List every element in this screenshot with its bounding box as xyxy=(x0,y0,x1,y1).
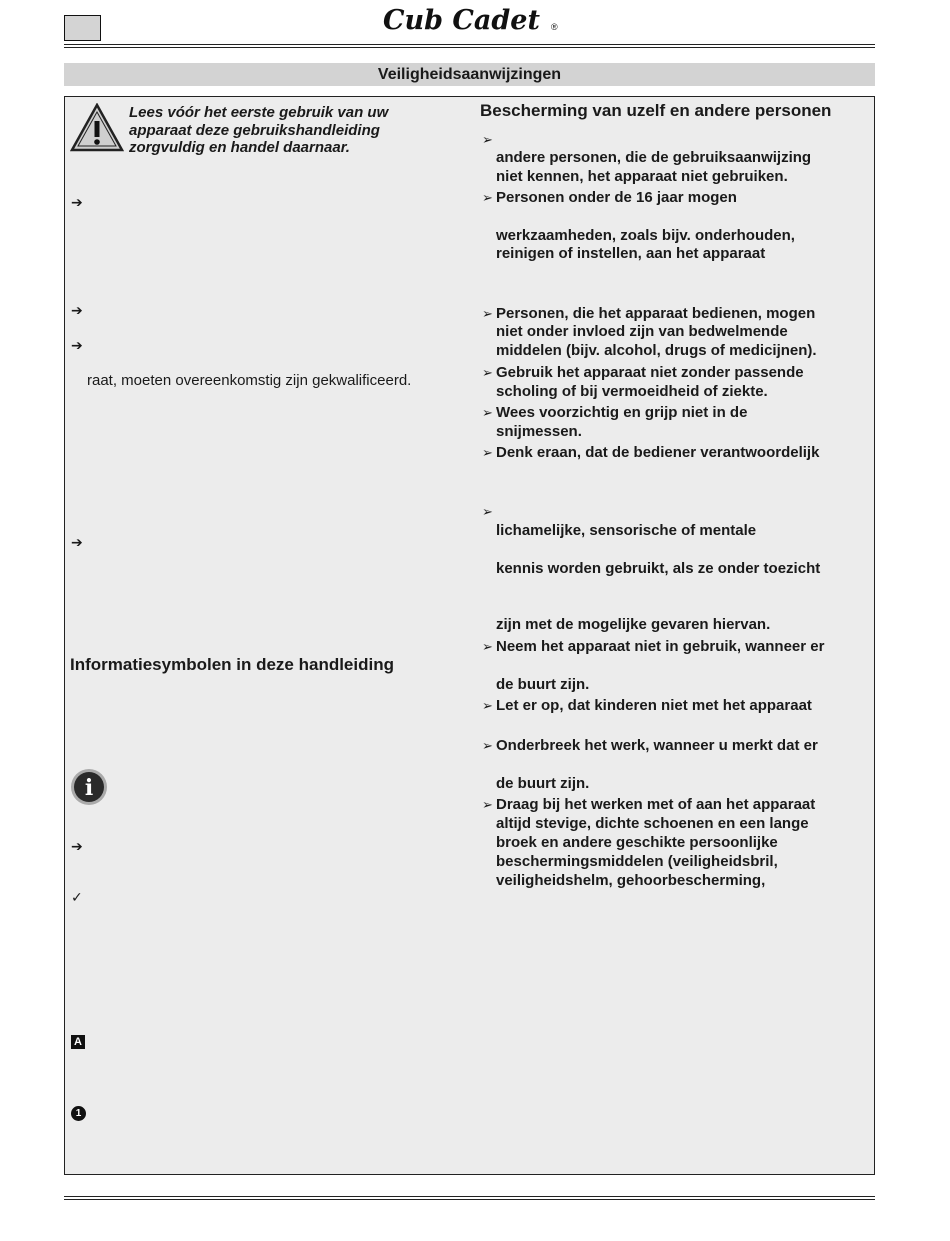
protection-heading: Bescherming van uzelf en andere personen xyxy=(480,101,832,120)
svg-text:Cub Cadet: Cub Cadet xyxy=(383,5,540,36)
protection-line: kennis worden gebruikt, als ze onder toezicht xyxy=(496,560,821,577)
protection-line: Personen, die het apparaat bedienen, mogen xyxy=(496,305,816,322)
warning-text-line: Lees vóór het eerste gebruik van uw xyxy=(129,104,389,121)
svg-text:®: ® xyxy=(551,22,558,32)
protection-line: scholing of bij vermoeidheid of ziekte. xyxy=(496,383,768,400)
footer-rule-bottom xyxy=(64,1199,875,1200)
cub-cadet-logo xyxy=(383,2,563,38)
arrow-icon: ➔ xyxy=(71,337,83,353)
bullet-icon: ➢ xyxy=(482,306,493,321)
qualified-text: raat, moeten overeenkomstig zijn gekwalificeerd. xyxy=(87,372,412,389)
footer-rule-top xyxy=(64,1196,875,1197)
warning-text-line: apparaat deze gebruikshandleiding xyxy=(129,122,380,139)
bullet-icon: ➢ xyxy=(482,797,493,812)
arrow-icon: ➔ xyxy=(71,302,83,318)
info-symbols-heading: Informatiesymbolen in deze handleiding xyxy=(70,655,394,674)
protection-line: broek en andere geschikte persoonlijke xyxy=(496,834,778,851)
section-title: Veiligheidsaanwijzingen xyxy=(64,63,875,86)
protection-line: Onderbreek het werk, wanneer u merkt dat er xyxy=(496,737,818,754)
protection-line: niet kennen, het apparaat niet gebruiken. xyxy=(496,168,788,185)
bullet-icon: ➢ xyxy=(482,639,493,654)
bullet-icon: ➢ xyxy=(482,405,493,420)
protection-line: Let er op, dat kinderen niet met het apparaat xyxy=(496,697,812,714)
protection-line: veiligheidshelm, gehoorbescherming, xyxy=(496,872,766,889)
header-rule-top xyxy=(64,44,875,45)
protection-line: werkzaamheden, zoals bijv. onderhouden, xyxy=(496,227,795,244)
protection-line: altijd stevige, dichte schoenen en een lange xyxy=(496,815,809,832)
check-icon: ✓ xyxy=(71,889,83,905)
bullet-icon: ➢ xyxy=(482,698,493,713)
header-rule-bottom xyxy=(64,47,875,48)
figure-letter-badge: A xyxy=(71,1035,85,1049)
protection-line: beschermingsmiddelen (veiligheidsbril, xyxy=(496,853,778,870)
protection-line: Personen onder de 16 jaar mogen xyxy=(496,189,737,206)
figure-number-badge: 1 xyxy=(71,1106,86,1121)
arrow-icon: ➔ xyxy=(71,838,83,854)
arrow-icon: ➔ xyxy=(71,534,83,550)
arrow-icon: ➔ xyxy=(71,194,83,210)
bullet-icon: ➢ xyxy=(482,365,493,380)
protection-line: lichamelijke, sensorische of mentale xyxy=(496,522,757,539)
bullet-icon: ➢ xyxy=(482,504,493,519)
protection-line: niet onder invloed zijn van bedwelmende xyxy=(496,323,788,340)
info-icon xyxy=(70,768,108,806)
warning-triangle-icon xyxy=(70,103,124,153)
protection-line: snijmessen. xyxy=(496,423,582,440)
protection-line: Draag bij het werken met of aan het apparaat xyxy=(496,796,816,813)
protection-line: de buurt zijn. xyxy=(496,775,590,792)
protection-line: zijn met de mogelijke gevaren hiervan. xyxy=(496,616,771,633)
protection-line: Gebruik het apparaat niet zonder passende xyxy=(496,364,804,381)
protection-line: middelen (bijv. alcohol, drugs of medicijnen). xyxy=(496,342,817,359)
bullet-icon: ➢ xyxy=(482,738,493,753)
protection-line: Neem het apparaat niet in gebruik, wanneer er xyxy=(496,638,825,655)
protection-line: Denk eraan, dat de bediener verantwoordelijk xyxy=(496,444,820,461)
bullet-icon: ➢ xyxy=(482,190,493,205)
protection-line: Wees voorzichtig en grijp niet in de xyxy=(496,404,748,421)
bullet-icon: ➢ xyxy=(482,132,493,147)
protection-line: reinigen of instellen, aan het apparaat xyxy=(496,245,766,262)
warning-text-line: zorgvuldig en handel daarnaar. xyxy=(129,139,350,156)
page-number-box xyxy=(64,15,101,41)
protection-line: andere personen, die de gebruiksaanwijzing xyxy=(496,149,812,166)
bullet-icon: ➢ xyxy=(482,445,493,460)
protection-line: de buurt zijn. xyxy=(496,676,590,693)
svg-text:i: i xyxy=(84,775,94,801)
